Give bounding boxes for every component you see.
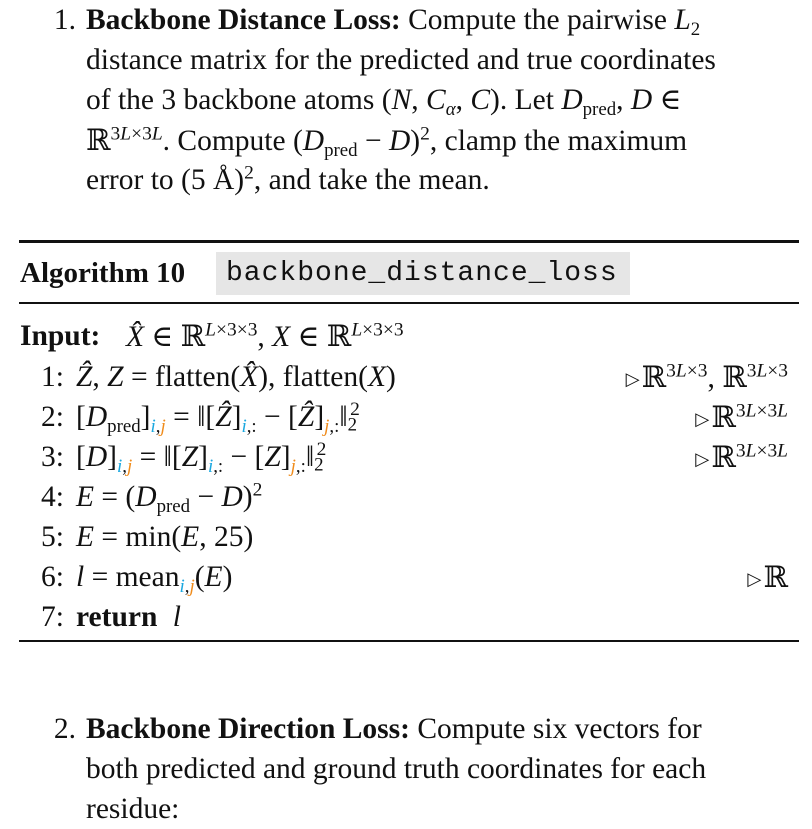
- item-backbone-direction-loss: [0, 709, 812, 825]
- item-line-1: Backbone Distance Loss: Compute the pairwise $L_2$: [86, 4, 701, 41]
- item-line-3: of the 3 backbone atoms (N, $C_\alpha$, C). Let $D_{pred}$, D ∈: [86, 84, 682, 121]
- algorithm-top-rule: [19, 240, 799, 243]
- algorithm-bottom-rule: [19, 640, 799, 642]
- item-line-2: distance matrix for the predicted and true coordinates: [86, 44, 716, 76]
- algorithm-name: backbone_distance_loss: [216, 252, 630, 295]
- item-line-4: ℝ$^{3L\times 3L}$. Compute $(D_{pred} - D)^2$, clamp the maximum: [86, 123, 688, 162]
- algorithm-mid-rule: [19, 302, 799, 304]
- algorithm-step-7: 7: return l: [41, 601, 181, 633]
- algorithm-label: Algorithm 10: [20, 257, 186, 289]
- item-title: Backbone Distance Loss:: [86, 4, 401, 36]
- algorithm-step-6: 6: l = mean$_{i,j}$(E) ▷ℝ: [41, 560, 788, 598]
- algorithm-step-4: 4: $E = (D_{pred} - D)^2$: [41, 479, 263, 518]
- item-text: [86, 709, 806, 829]
- item-line-3: residue:: [86, 793, 180, 825]
- item-line-5: error to (5 Å)$^2$, and take the mean.: [86, 162, 490, 196]
- algorithm-step-3: 3: $[D]_{i,j}$ = $‖[Z]_{i,:}$ − $[Z]_{j,:}‖_2^2$ ▷ℝ$^{3L\times 3L}$: [41, 439, 788, 478]
- item-number: 2.: [53, 713, 76, 745]
- item-line-2: both predicted and ground truth coordinates for each: [86, 753, 707, 785]
- algorithm-step-2: 2: $[D_{pred}]_{i,j}$ = $‖[Ẑ]_{i,:}$ − $[Ẑ]_{j,:}‖_2^2$ ▷ℝ$^{3L\times 3L}$: [41, 399, 788, 438]
- item-number: 1.: [53, 4, 76, 36]
- item-title: Backbone Direction Loss:: [86, 713, 410, 745]
- item-backbone-distance-loss: [0, 0, 812, 200]
- item-line-1: Backbone Direction Loss: Compute six vectors for: [86, 713, 702, 745]
- algorithm-step-5: 5: E = min(E, 25): [41, 521, 254, 553]
- item-text: [86, 0, 806, 200]
- algorithm-step-1: 1: Ẑ, Z = flatten(X̂), flatten(X) ▷ℝ$^{3L\times 3}$, ℝ$^{3L\times 3}$: [41, 360, 788, 394]
- algorithm-input: Input: X̂ ∈ ℝ$^{L\times 3\times 3}$, X ∈ ℝ$^{L\times 3\times 3}$: [20, 319, 404, 353]
